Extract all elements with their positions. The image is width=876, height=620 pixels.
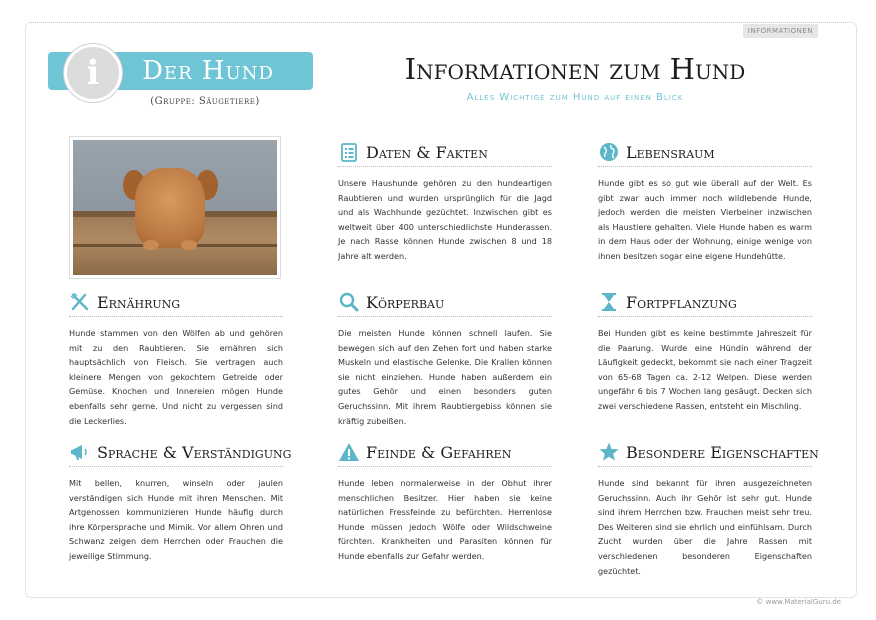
megaphone-icon [69, 441, 91, 463]
page-title: Informationen zum Hund [404, 52, 746, 86]
hourglass-icon [598, 291, 620, 313]
list-icon [338, 141, 360, 163]
section-title: Fortpflanzung [626, 293, 737, 312]
section-title: Ernährung [97, 293, 181, 312]
section-daten-fakten [338, 140, 552, 264]
section-title: Feinde & Gefahren [366, 443, 512, 462]
globe-icon [598, 141, 620, 163]
section-eigenschaften [598, 440, 819, 578]
section-ernaehrung [69, 290, 283, 428]
corner-tag: INFORMATIONEN [743, 24, 818, 38]
copyright-footer: © www.MaterialGuru.de [756, 598, 841, 606]
section-text: Hunde leben normalerweise in der Obhut ihrer menschlichen Besitzer. Hier haben sie keine natürlichen Fressfeinde zu befürchten. Herrenlose Hunde müssen jedoch Wölfe oder Wildschweine fürchten. Krankheiten und Parasiten können für Hunde ebenfalls zur Gefahr werden. [338, 478, 552, 561]
section-lebensraum [598, 140, 812, 264]
section-sprache [69, 440, 292, 564]
section-text: Hunde gibt es so gut wie überall auf der Welt. Es gibt zwar auch immer noch wildlebende Hunde, jedoch werden die meisten Vierbeiner inzwischen als Haustiere gehalten. Viele Hunde haben es warm in dem Haus oder der Wohnung, einige wenige von ihnen besitzen sogar eine eigene Hundehütte. [598, 178, 812, 261]
section-feinde [338, 440, 552, 564]
section-title: Daten & Fakten [366, 143, 488, 162]
star-icon [598, 441, 620, 463]
section-fortpflanzung [598, 290, 812, 414]
section-text: Die meisten Hunde können schnell laufen. Sie bewegen sich auf den Zehen fort und haben starke Muskeln und elastische Gelenke. Die Krallen können sie nicht einziehen. Hunde haben außerdem ein gutes Gehör und einen besonders guten Geruchssinn. Mit ihrem Raubtiergebiss können sie kräftig zubeißen. [338, 328, 552, 426]
info-icon: i [64, 44, 122, 102]
group-label: (Gruppe: Säugetiere) [150, 96, 260, 107]
cutlery-icon [69, 291, 91, 313]
section-title: Sprache & Verständigung [97, 443, 292, 462]
section-text: Bei Hunden gibt es keine bestimmte Jahreszeit für die Paarung. Wurde eine Hündin während der Läufigkeit gedeckt, bekommt sie nach einer Tragzeit von 65-68 Tagen ca. 2-12 Welpen. Diese werden ungefähr 6 bis 7 Wochen lang gesäugt. Decken sich zwei verschiedene Rassen, entsteht ein Mischling. [598, 328, 812, 411]
warning-icon [338, 441, 360, 463]
section-koerperbau [338, 290, 552, 428]
section-title: Besondere Eigenschaften [626, 443, 819, 462]
page-subtitle: Alles Wichtige zum Hund auf einen Blick [466, 92, 684, 103]
section-title: Körperbau [366, 293, 445, 312]
section-text: Mit bellen, knurren, winseln oder jaulen verständigen sich Hunde mit ihren Menschen. Mit Artgenossen kommunizieren Hunde häufig durch ihre Körpersprache und Mimik. Vor allem Ohren und Schwanz zeigen dem Herrchen oder Frauchen die jeweilige Stimmung. [69, 478, 283, 561]
section-text: Unsere Haushunde gehören zu den hundeartigen Raubtieren und wurden ursprünglich für die Jagd und als Wachhunde gezüchtet. Inzwischen gibt es weltweit über 400 unterschiedlichste Hunderassen. Je nach Rasse können Hunde zwischen 8 und 18 Jahre alt werden. [338, 178, 552, 261]
magnifier-icon [338, 291, 360, 313]
banner-title: Der Hund [142, 56, 274, 86]
section-text: Hunde sind bekannt für ihren ausgezeichneten Geruchssinn. Auch ihr Gehör ist sehr gut. Hunde sind ihrem Herrchen bzw. Frauchen meist sehr treu. Des Weiteren sind sie ehrlich und einfühlsam. Durch Zucht wurden über die Jahre Rassen mit verschiedenen besonderen Eigenschaften gezüchtet. [598, 478, 812, 576]
section-title: Lebensraum [626, 143, 715, 162]
puppy-photo [69, 136, 281, 279]
section-text: Hunde stammen von den Wölfen ab und gehören mit zu den Raubtieren. Sie ernähren sich hauptsächlich von Fleisch. Sie vertragen auch kleinere Mengen von gekochtem Getreide oder Gemüse. Knochen und Innereien mögen Hunde ebenfalls sehr gerne. Und nicht zu vergessen sind die Leckerlies. [69, 328, 283, 426]
